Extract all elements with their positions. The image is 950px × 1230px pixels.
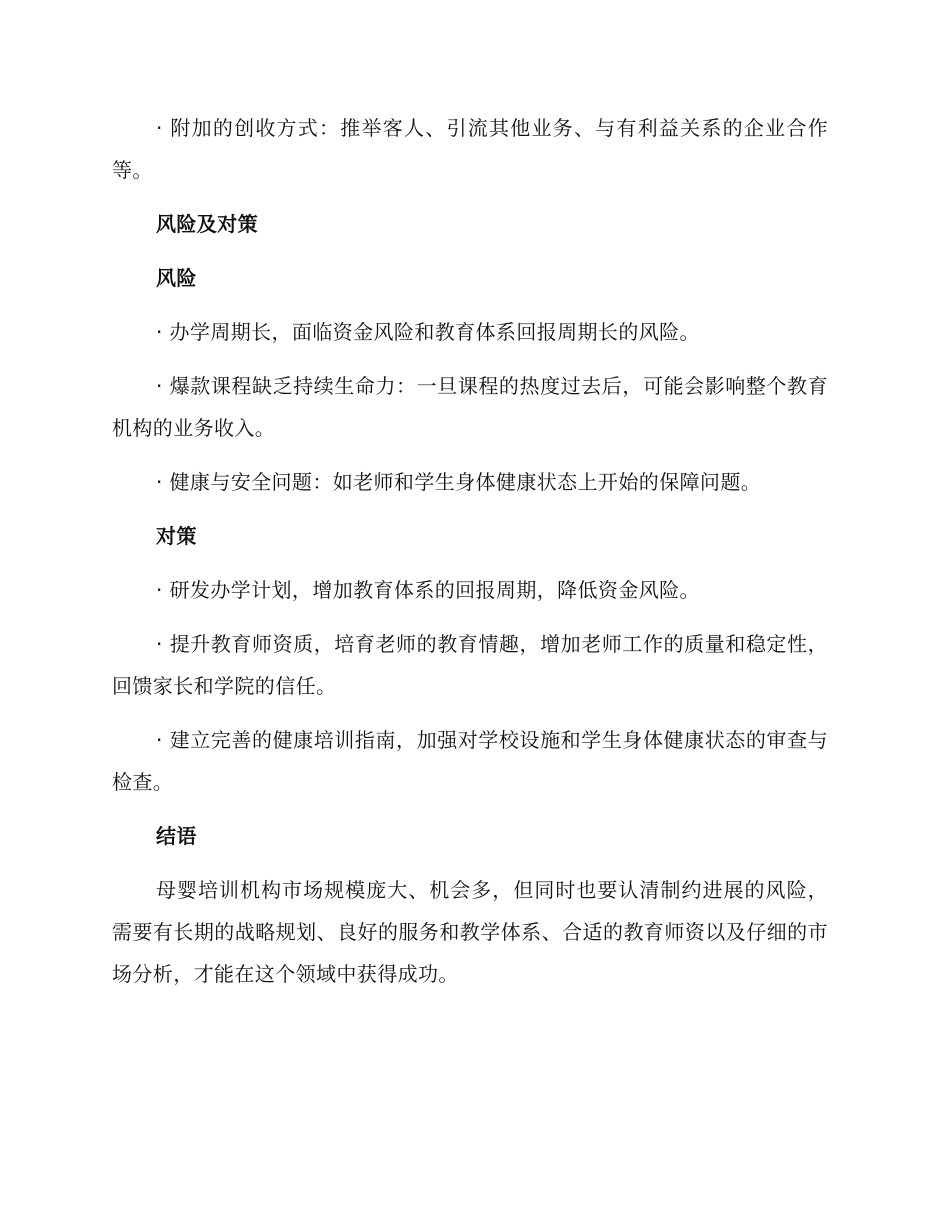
risks-and-countermeasures-heading: 风险及对策	[156, 212, 258, 236]
risk-bullet-2: · 爆款课程缺乏持续生命力：一旦课程的热度过去后，可能会影响整个教育机构的业务收入。	[112, 374, 828, 440]
document-body	[112, 107, 828, 995]
countermeasures-subheading: 对策	[156, 524, 197, 548]
revenue-bullet: · 附加的创收方式：推举客人、引流其他业务、与有利益关系的企业合作等。	[112, 116, 828, 182]
risks-subheading: 风险	[156, 266, 197, 290]
risk-bullet-3: · 健康与安全问题：如老师和学生身体健康状态上开始的保障问题。	[156, 470, 762, 494]
countermeasure-bullet-1: · 研发办学计划，增加教育体系的回报周期，降低资金风险。	[156, 578, 700, 602]
countermeasure-bullet-2: · 提升教育师资质，培育老师的教育情趣，增加老师工作的质量和稳定性，回馈家长和学院的信任。	[112, 632, 828, 698]
conclusion-paragraph: 母婴培训机构市场规模庞大、机会多，但同时也要认清制约进展的风险，需要有长期的战略规划、良好的服务和教学体系、合适的教育师资以及仔细的市场分析，才能在这个领域中获得成功。	[112, 878, 828, 986]
countermeasure-bullet-3: · 建立完善的健康培训指南，加强对学校设施和学生身体健康状态的审查与检查。	[112, 728, 828, 794]
conclusion-heading: 结语	[156, 824, 197, 848]
risk-bullet-1: · 办学周期长，面临资金风险和教育体系回报周期长的风险。	[156, 320, 700, 344]
